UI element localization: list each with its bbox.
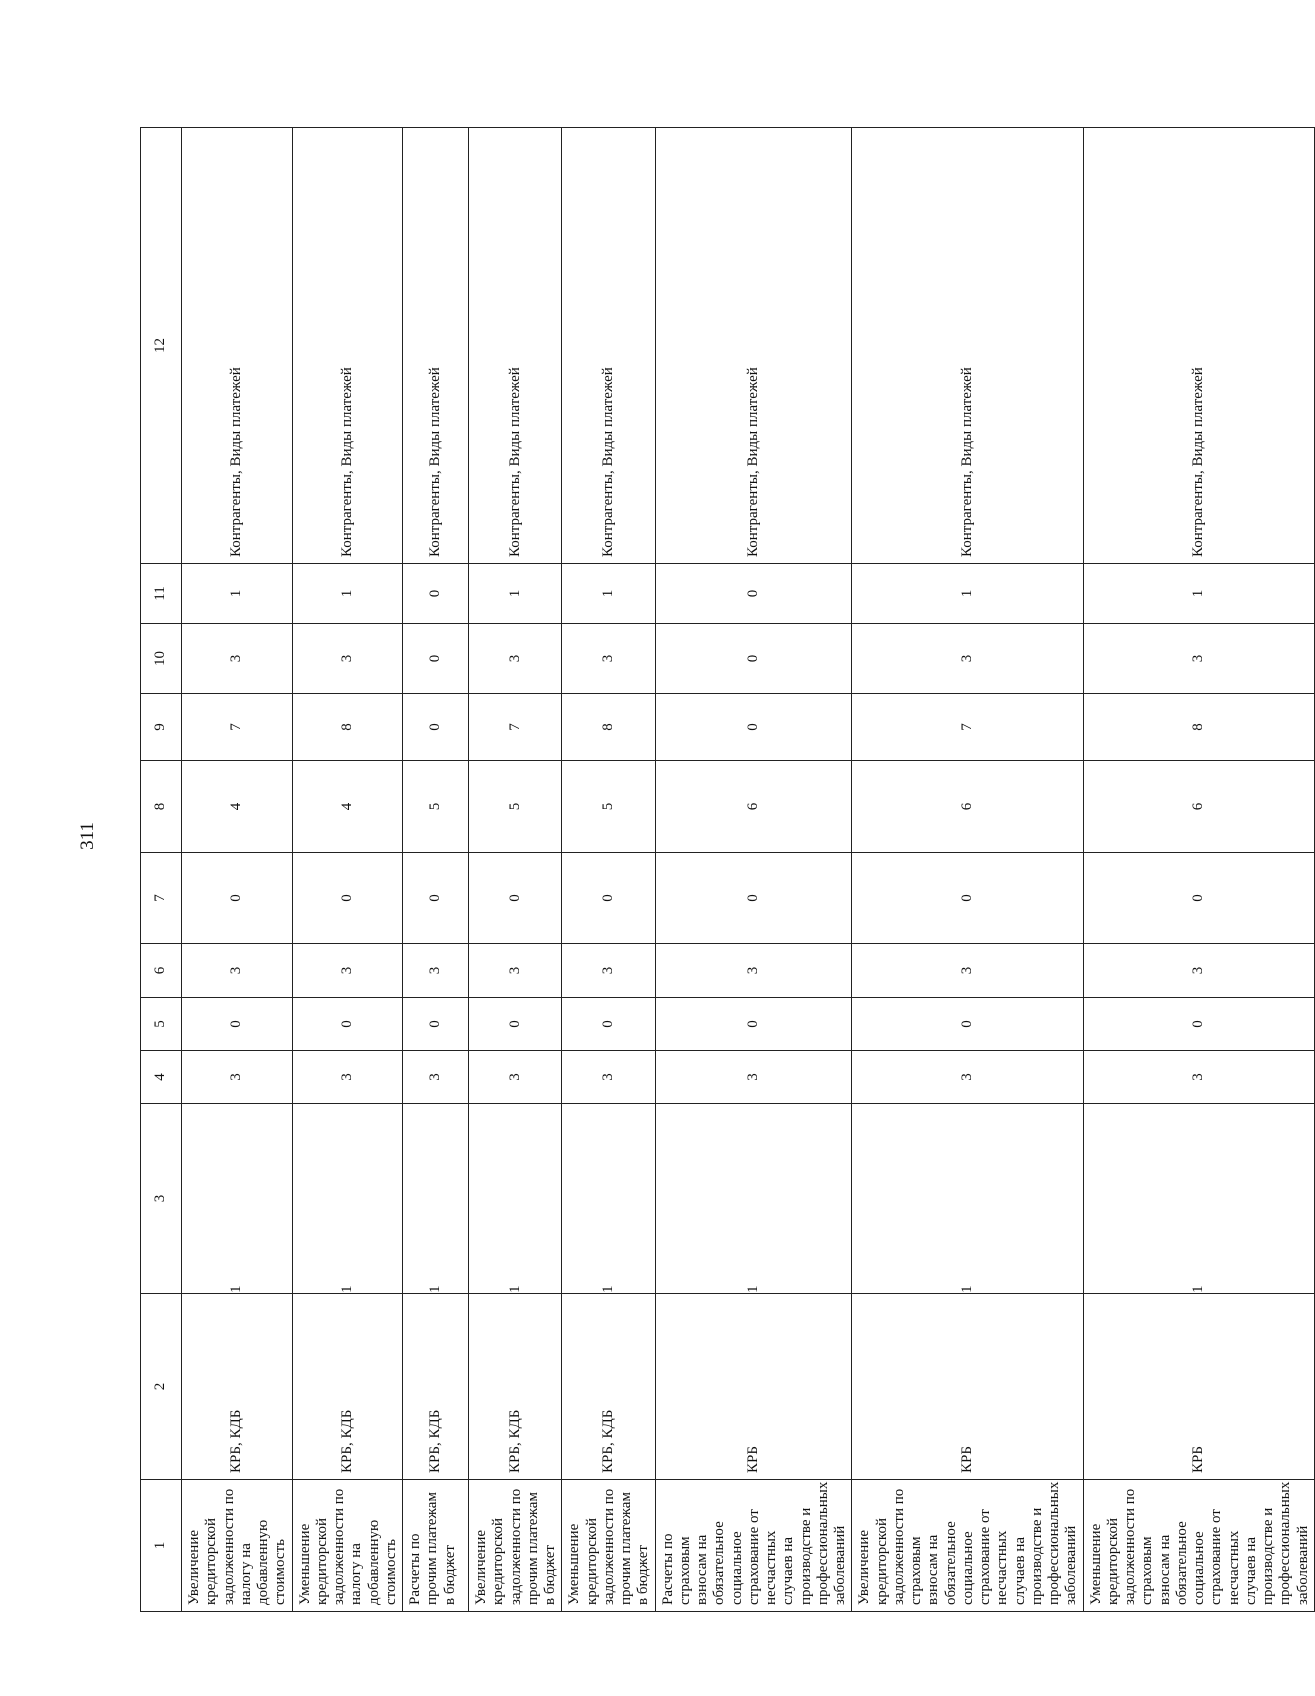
table-row — [1083, 128, 1314, 1612]
table-row — [182, 128, 293, 1612]
header-cell: 5 — [141, 998, 182, 1051]
code-cell: 0 — [655, 694, 852, 761]
code-cell: 3 — [655, 1051, 852, 1104]
header-cell: 2 — [141, 1294, 182, 1480]
code-cell: 3 — [182, 944, 293, 998]
code-cell: 0 — [655, 853, 852, 944]
code-cell: 1 — [292, 564, 403, 624]
rotated-table-container — [140, 128, 1311, 1612]
table-row — [655, 128, 852, 1612]
code-cell: 1 — [403, 1104, 469, 1294]
code-cell: 3 — [292, 1051, 403, 1104]
account-name-cell: Уменьшение кредиторской задолженности по страховым взносам на обязательное социальное страхование от несчастных случаев на производстве и профессиональных заболеваний — [1083, 1480, 1314, 1612]
code-cell: 8 — [1083, 694, 1314, 761]
code-cell: 3 — [469, 944, 562, 998]
code-cell: 3 — [562, 1051, 655, 1104]
code-cell: 3 — [469, 624, 562, 694]
code-cell: 0 — [562, 853, 655, 944]
code-cell: 3 — [292, 944, 403, 998]
code-cell: 4 — [292, 761, 403, 853]
table-row — [403, 128, 469, 1612]
header-cell: 6 — [141, 944, 182, 998]
code-cell: 1 — [852, 1104, 1083, 1294]
code-cell: 3 — [852, 944, 1083, 998]
budget-type-cell: КРБ, КДБ — [292, 1294, 403, 1480]
code-cell: 1 — [1083, 1104, 1314, 1294]
code-cell: 3 — [852, 1051, 1083, 1104]
code-cell: 0 — [1083, 998, 1314, 1051]
code-cell: 0 — [655, 564, 852, 624]
code-cell: 1 — [562, 1104, 655, 1294]
header-cell: 10 — [141, 624, 182, 694]
accounts-table — [140, 127, 1315, 1612]
code-cell: 0 — [403, 998, 469, 1051]
code-cell: 3 — [403, 1051, 469, 1104]
code-cell: 1 — [469, 564, 562, 624]
code-cell: 3 — [292, 624, 403, 694]
code-cell: 0 — [655, 624, 852, 694]
code-cell: 0 — [852, 998, 1083, 1051]
code-cell: 1 — [655, 1104, 852, 1294]
budget-type-cell: КРБ, КДБ — [182, 1294, 293, 1480]
code-cell: 3 — [562, 944, 655, 998]
account-name-cell: Увеличение кредиторской задолженности по прочим платежам в бюджет — [469, 1480, 562, 1612]
code-cell: 6 — [655, 761, 852, 853]
code-cell: 5 — [403, 761, 469, 853]
table-row — [562, 128, 655, 1612]
page-number: 311 — [77, 822, 98, 850]
header-cell: 3 — [141, 1104, 182, 1294]
code-cell: 3 — [182, 1051, 293, 1104]
header-cell: 7 — [141, 853, 182, 944]
code-cell: 6 — [852, 761, 1083, 853]
analytics-cell: Контрагенты, Виды платежей — [292, 128, 403, 564]
account-name-cell: Уменьшение кредиторской задолженности по прочим платежам в бюджет — [562, 1480, 655, 1612]
code-cell: 3 — [469, 1051, 562, 1104]
header-cell: 4 — [141, 1051, 182, 1104]
analytics-cell: Контрагенты, Виды платежей — [182, 128, 293, 564]
code-cell: 3 — [655, 944, 852, 998]
account-name-cell: Расчеты по страховым взносам на обязательное социальное страхование от несчастных случаев на производстве и профессиональных заболеваний — [655, 1480, 852, 1612]
budget-type-cell: КРБ — [655, 1294, 852, 1480]
header-cell: 9 — [141, 694, 182, 761]
code-cell: 1 — [562, 564, 655, 624]
code-cell: 6 — [1083, 761, 1314, 853]
code-cell: 0 — [292, 853, 403, 944]
code-cell: 3 — [182, 624, 293, 694]
code-cell: 7 — [182, 694, 293, 761]
analytics-cell: Контрагенты, Виды платежей — [852, 128, 1083, 564]
code-cell: 0 — [1083, 853, 1314, 944]
code-cell: 3 — [1083, 1051, 1314, 1104]
budget-type-cell: КРБ, КДБ — [403, 1294, 469, 1480]
code-cell: 3 — [852, 624, 1083, 694]
header-cell: 11 — [141, 564, 182, 624]
account-name-cell: Увеличение кредиторской задолженности по страховым взносам на обязательное социальное страхование от несчастных случаев на производстве и профессиональных заболеваний — [852, 1480, 1083, 1612]
code-cell: 5 — [562, 761, 655, 853]
budget-type-cell: КРБ, КДБ — [562, 1294, 655, 1480]
code-cell: 8 — [562, 694, 655, 761]
budget-type-cell: КРБ, КДБ — [469, 1294, 562, 1480]
table-row — [292, 128, 403, 1612]
code-cell: 4 — [182, 761, 293, 853]
code-cell: 0 — [562, 998, 655, 1051]
code-cell: 3 — [1083, 944, 1314, 998]
code-cell: 3 — [403, 944, 469, 998]
header-cell: 1 — [141, 1480, 182, 1612]
code-cell: 0 — [292, 998, 403, 1051]
code-cell: 0 — [403, 694, 469, 761]
analytics-cell: Контрагенты, Виды платежей — [562, 128, 655, 564]
table-area — [140, 128, 1311, 1612]
budget-type-cell: КРБ — [852, 1294, 1083, 1480]
code-cell: 8 — [292, 694, 403, 761]
account-name-cell: Расчеты по прочим платежам в бюджет — [403, 1480, 469, 1612]
analytics-cell: Контрагенты, Виды платежей — [469, 128, 562, 564]
code-cell: 1 — [852, 564, 1083, 624]
code-cell: 1 — [469, 1104, 562, 1294]
code-cell: 0 — [182, 853, 293, 944]
table-row — [469, 128, 562, 1612]
table-row — [852, 128, 1083, 1612]
code-cell: 7 — [469, 694, 562, 761]
analytics-cell: Контрагенты, Виды платежей — [1083, 128, 1314, 564]
analytics-cell: Контрагенты, Виды платежей — [655, 128, 852, 564]
header-row — [141, 128, 182, 1612]
code-cell: 1 — [182, 564, 293, 624]
code-cell: 0 — [403, 624, 469, 694]
code-cell: 0 — [655, 998, 852, 1051]
code-cell: 3 — [1083, 624, 1314, 694]
code-cell: 3 — [562, 624, 655, 694]
code-cell: 0 — [403, 853, 469, 944]
code-cell: 1 — [292, 1104, 403, 1294]
code-cell: 0 — [469, 853, 562, 944]
code-cell: 0 — [469, 998, 562, 1051]
account-name-cell: Уменьшение кредиторской задолженности по налогу на добавленную стоимость — [292, 1480, 403, 1612]
code-cell: 0 — [182, 998, 293, 1051]
budget-type-cell: КРБ — [1083, 1294, 1314, 1480]
code-cell: 5 — [469, 761, 562, 853]
header-cell: 12 — [141, 128, 182, 564]
account-name-cell: Увеличение кредиторской задолженности по налогу на добавленную стоимость — [182, 1480, 293, 1612]
code-cell: 1 — [1083, 564, 1314, 624]
header-cell: 8 — [141, 761, 182, 853]
analytics-cell: Контрагенты, Виды платежей — [403, 128, 469, 564]
code-cell: 1 — [182, 1104, 293, 1294]
code-cell: 7 — [852, 694, 1083, 761]
code-cell: 0 — [852, 853, 1083, 944]
code-cell: 0 — [403, 564, 469, 624]
